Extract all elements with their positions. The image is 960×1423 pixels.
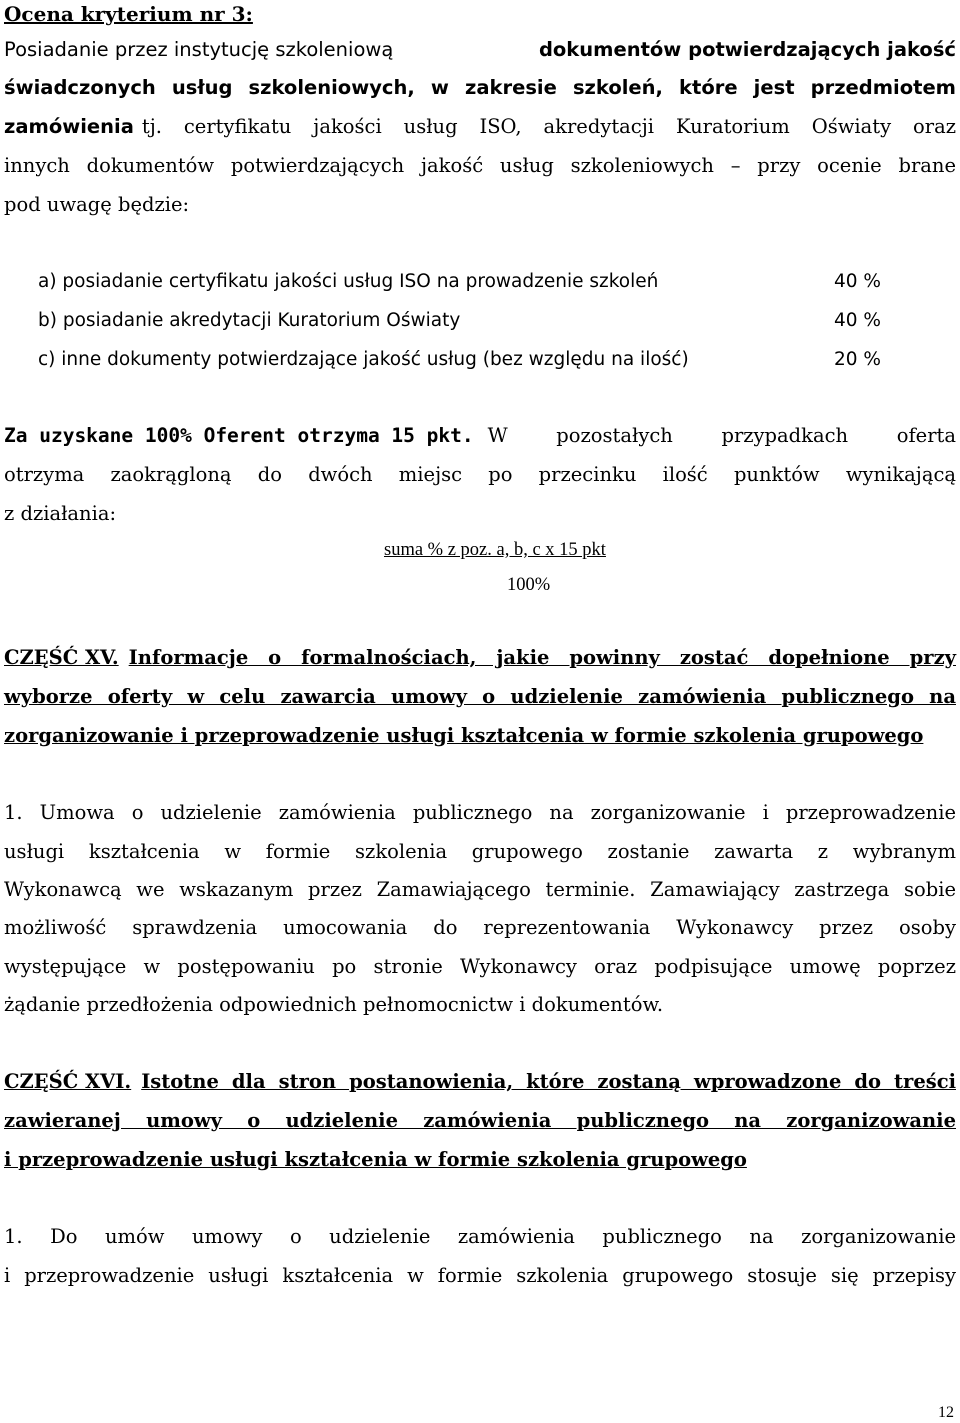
section-xv-title-line-1 bbox=[4, 646, 956, 670]
criterion-line-3 bbox=[4, 115, 956, 139]
section-xv-title-1: Informacje o formalnościach, jakie powinny zostać dopełnione przy bbox=[128, 646, 956, 669]
list-item-a-label: a) posiadanie certyfikatu jakości usług ISO na prowadzenie szkoleń bbox=[38, 271, 659, 292]
scoring-line-3: z działania: bbox=[4, 502, 117, 525]
formula-numerator: suma % z poz. a, b, c x 15 pkt bbox=[384, 540, 606, 560]
list-item-b-percent: 40 % bbox=[834, 310, 881, 331]
section-xv-body-line-3: Wykonawcą we wskazanym przez Zamawiającego terminie. Zamawiający zastrzega sobie bbox=[4, 878, 956, 901]
scoring-normal: W pozostałych przypadkach oferta bbox=[487, 424, 956, 447]
formula-denominator: 100% bbox=[507, 575, 551, 595]
section-xv-body-line-5: występujące w postępowaniu po stronie Wykonawcy oraz podpisujące umowę poprzez bbox=[4, 955, 956, 978]
section-xvi-title-1: Istotne dla stron postanowienia, które zostaną wprowadzone do treści bbox=[141, 1070, 956, 1093]
page-number: 12 bbox=[938, 1404, 954, 1421]
criterion-line-2: świadczonych usług szkoleniowych, w zakresie szkoleń, które jest przedmiotem bbox=[4, 76, 956, 99]
section-xv-title-line-3: zorganizowanie i przeprowadzenie usługi kształcenia w formie szkolenia grupowego bbox=[4, 724, 924, 747]
list-item-a-percent: 40 % bbox=[834, 271, 881, 292]
section-xv-title-line-2: wyborze oferty w celu zawarcia umowy o udzielenie zamówienia publicznego na bbox=[4, 685, 956, 708]
list-item-c-percent: 20 % bbox=[834, 349, 881, 370]
criterion-heading: Ocena kryterium nr 3: bbox=[4, 2, 253, 26]
criterion-line-3-normal: tj. certyfikatu jakości usług ISO, akredytacji Kuratorium Oświaty oraz bbox=[141, 115, 956, 138]
scoring-line-1 bbox=[4, 424, 956, 448]
section-xvi-title-line-3: i przeprowadzenie usługi kształcenia w formie szkolenia grupowego bbox=[4, 1148, 747, 1171]
section-xvi-title-line-1 bbox=[4, 1070, 956, 1094]
section-xvi-body-line-1: 1. Do umów umowy o udzielenie zamówienia publicznego na zorganizowanie bbox=[4, 1225, 956, 1248]
section-xv-body-line-1: 1. Umowa o udzielenie zamówienia publicznego na zorganizowanie i przeprowadzenie bbox=[4, 801, 956, 824]
criterion-line-1 bbox=[4, 38, 956, 62]
criterion-line-5: pod uwagę będzie: bbox=[4, 193, 190, 216]
section-xvi-heading: CZĘŚĆ XVI. bbox=[4, 1070, 132, 1093]
criterion-line-4: innych dokumentów potwierdzających jakość usług szkoleniowych – przy ocenie brane bbox=[4, 154, 956, 177]
section-xv-heading: CZĘŚĆ XV. bbox=[4, 646, 119, 669]
section-xv-body-line-4: możliwość sprawdzenia umocowania do reprezentowania Wykonawcy przez osoby bbox=[4, 916, 956, 939]
section-xvi-body-line-2: i przeprowadzenie usługi kształcenia w formie szkolenia grupowego stosuje się przepisy bbox=[4, 1264, 956, 1287]
list-item-c-label: c) inne dokumenty potwierdzające jakość usług (bez względu na ilość) bbox=[38, 349, 689, 370]
criterion-line-1-bold: dokumentów potwierdzających jakość bbox=[538, 38, 956, 61]
criterion-line-3-bold: zamówienia bbox=[4, 115, 134, 138]
section-xvi-title-line-2: zawieranej umowy o udzielenie zamówienia publicznego na zorganizowanie bbox=[4, 1109, 956, 1132]
scoring-line-2: otrzyma zaokrągloną do dwóch miejsc po przecinku ilość punktów wynikającą bbox=[4, 463, 956, 486]
scoring-bold: Za uzyskane 100% Oferent otrzyma 15 pkt. bbox=[4, 424, 474, 447]
section-xv-body-line-6: żądanie przedłożenia odpowiednich pełnomocnictw i dokumentów. bbox=[4, 993, 664, 1016]
criterion-line-1-normal: Posiadanie przez instytucję szkoleniową bbox=[4, 38, 394, 61]
section-xv-body-line-2: usługi kształcenia w formie szkolenia grupowego zostanie zawarta z wybranym bbox=[4, 840, 956, 863]
list-item-b-label: b) posiadanie akredytacji Kuratorium Oświaty bbox=[38, 310, 461, 331]
